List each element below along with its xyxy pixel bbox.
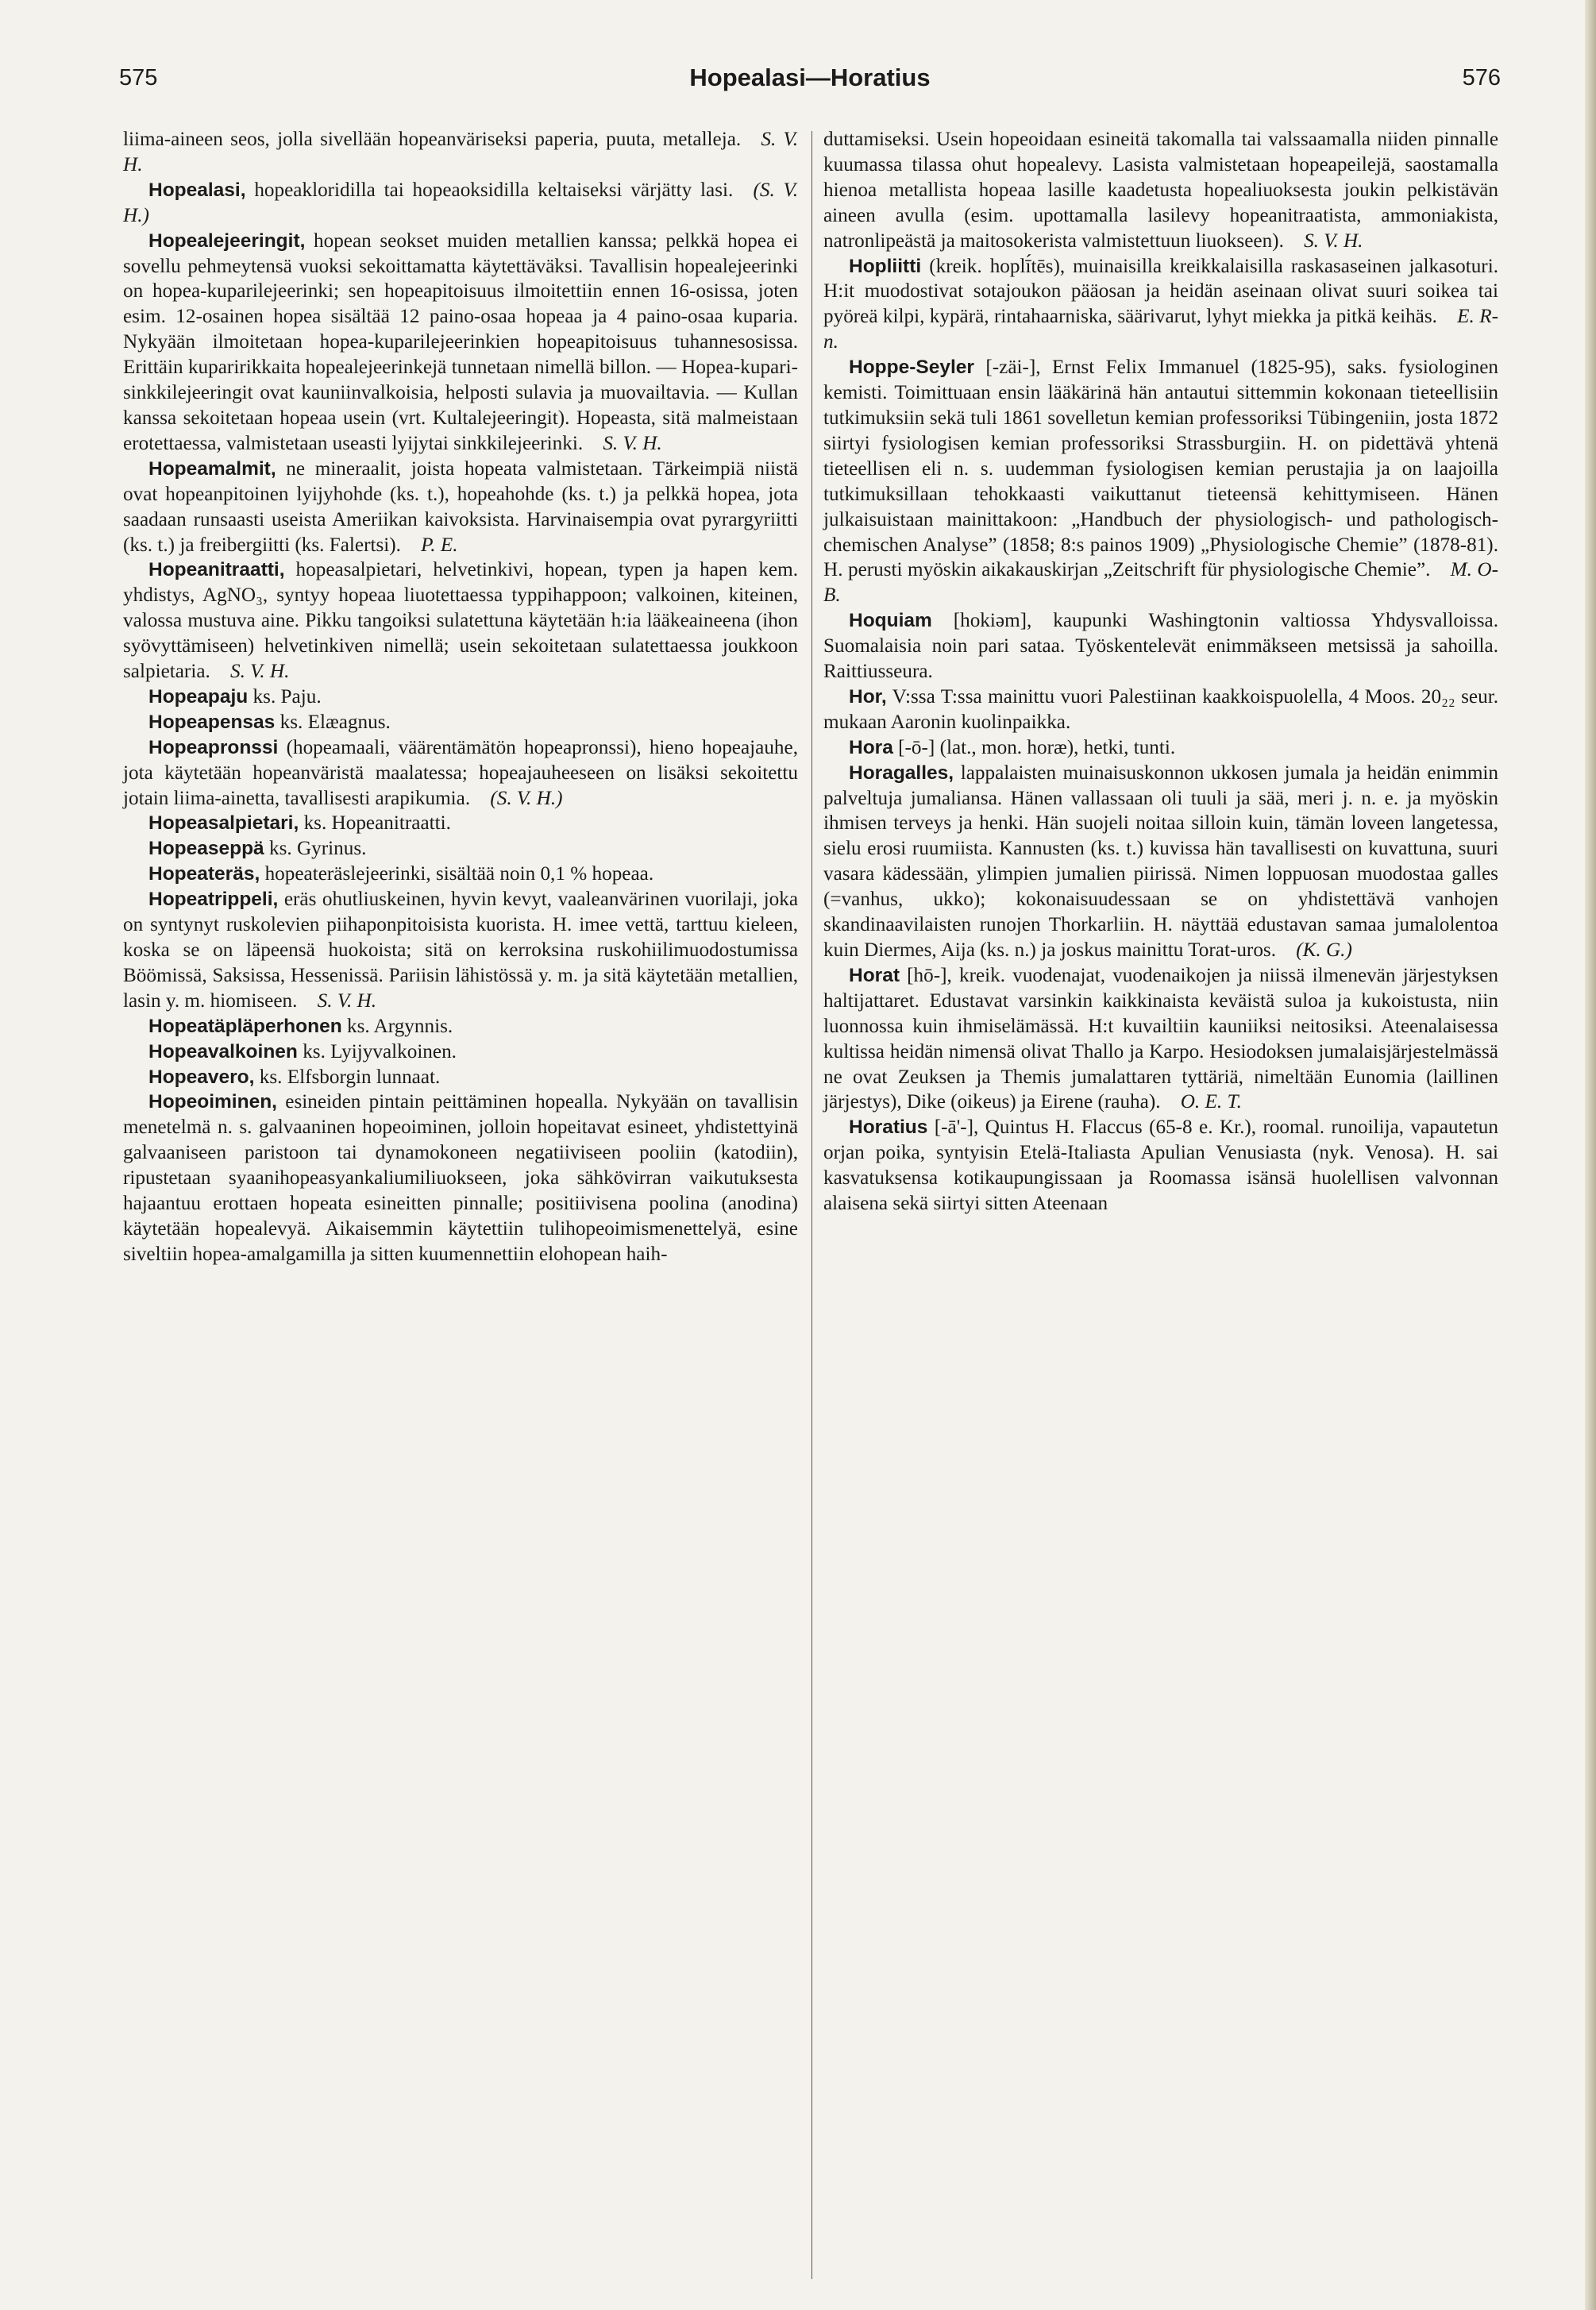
entry-headword: Hopeavalkoinen (148, 1040, 298, 1062)
entry-headword: Hoquiam (849, 610, 932, 632)
entry-paragraph (823, 735, 1498, 761)
author-signature: (K. G.) (1296, 939, 1352, 961)
entry-text: liima-aineen seos, jolla sivellään hopeanväriseksi paperia, puuta, metalleja. (123, 129, 742, 150)
entry-text: (hopeamaali, väärentämätön hopeapronssi), hieno hopeajauhe, jota käytetään hopeanväristä maalatessa; hopeajauheeseen on lisäksi sekoitettu jotain liima-ainetta, tavallisesti arapikumia. (123, 736, 798, 809)
running-title: Hopealasi—Horatius (689, 64, 931, 91)
entry-headword: Hor, (849, 685, 887, 708)
author-signature: O. E. T. (1180, 1091, 1242, 1113)
entry-paragraph (123, 685, 798, 710)
entry-headword: Horat (849, 964, 900, 986)
entry-paragraph (823, 761, 1498, 963)
entry-paragraph (123, 735, 798, 812)
author-signature: S. V. H. (603, 432, 662, 454)
entry-headword: Hopealejeeringit, (148, 229, 306, 252)
entry-paragraph (123, 811, 798, 836)
entry-text: hopeakloridilla tai hopeaoksidilla keltaiseksi värjätty lasi. (245, 179, 734, 201)
entry-text: [-zäi-], Ernst Felix Immanuel (1825-95), saks. fysiologinen kemisti. Toimittuaan ensin lääkärinä hän antautui sittemmin kokonaan tieteellisiin tutkimuksiin sekä tuli 1861 sovelletun kemian professoriksi Tübingeniin, josta 1872 siirtyi fysiologisen kemian professoriksi Strassburgiin. H. on pidettävä yhtenä tieteellisen eli n. s. uudemman fysiologisen kemian perustajia ja on laajoilla tutkimuksillaan tehokkaasti vaikuttanut tieteensä kehittymiseen. Hänen julkaisuistaan mainittakoon: „Handbuch der physiologisch- und pathologisch-chemischen Analyse” (1858; 8:s painos 1909) „Physiologische Chemie” (1878-81). H. perusti myöskin aikakauskirjan „Zeitschrift für physiologische Chemie”. (823, 357, 1498, 581)
entry-paragraph (123, 1065, 798, 1090)
author-signature: S. V. H. (229, 661, 290, 683)
entry-headword: Hopeamalmit, (148, 457, 276, 480)
entry-headword: Horatius (849, 1116, 928, 1139)
entry-headword: Horagalles, (849, 762, 954, 784)
entry-headword: Hopliitti (849, 255, 922, 277)
entry-text: (kreik. hoplī́tēs), muinaisilla kreikkalaisilla raskasaseinen jalkasoturi. H:it muodostivat sotajoukon pääosan ja heidän aseinaan olivat suuri soikea tai pyöreä kilpi, kypärä, rintahaarniska, säärivarut, lyhyt miekka ja pitkä keihäs. (823, 255, 1498, 328)
entry-headword: Hopeanitraatti, (148, 559, 285, 581)
entry-paragraph (823, 355, 1498, 608)
entry-paragraph (123, 457, 798, 558)
entry-headword: Hoppe-Seyler (849, 357, 974, 379)
entry-paragraph (823, 254, 1498, 356)
author-signature: E. R-n. (823, 306, 1498, 353)
column-divider (811, 131, 812, 2279)
entry-headword: Hopeapensas (148, 711, 276, 733)
entry-text: [-ō-] (lat., mon. horæ), hetki, tunti. (892, 736, 1176, 758)
entry-paragraph (123, 229, 798, 457)
entry-headword: Hopeatäpläperhonen (148, 1015, 342, 1037)
entry-text: hopeateräslejeerinki, sisältää noin 0,1 % hopeaa. (260, 863, 654, 885)
entry-text: ks. Elæagnus. (275, 711, 391, 733)
author-signature: S. V. H. (317, 989, 377, 1012)
right-column (823, 127, 1498, 1217)
entry-text: eräs ohutliuskeinen, hyvin kevyt, vaaleanvärinen vuorilaji, joka on syntynyt ruskolevien piihaponpitoisista kuorista. H. imee vettä, tarttuu kieleen, koska se on läpeensä huokoista; sitä on kerroksina ruskohiilimuodostumissa Böömissä, Saksissa, Hessenissä. Pariisin lähistössä y. m. ja sitä käytetään metallien, lasin y. m. hiomiseen. (123, 889, 798, 1012)
entry-text: ks. Paju. (248, 685, 322, 708)
entry-text: hopean seokset muiden metallien kanssa; pelkkä hopea ei sovellu pehmeytensä vuoksi sekoittamatta käytettäväksi. Tavallisin hopealejeerinki on hopea-kuparilejeerinki; sen hopeapitoisuus ilmoitettiin ennen 16-osissa, joten esim. 12-osainen hopea sisältää 12 paino-osaa hopeaa ja 4 paino-osaa kuparia. Nykyään ilmoitetaan hopea-kuparilejeerinkien hopeapitoisuus tuhannesosissa. Erittäin kuparirikkaita hopealejeerinkejä tunnetaan nimellä billon. — Hopea-kupari-sinkkilejeeringit ovat kauniinvalkoisia, helposti sulavia ja muovailtavia. — Kullan kanssa sekoitetaan hopeaa usein (vrt. Kultalejeeringit). Hopeasta, sitä malmeistaan erotettaessa, valmistetaan useasti lyijytai sinkkilejeerinki. (123, 229, 798, 454)
entry-headword: Hopeoiminen, (148, 1091, 277, 1113)
entry-headword: Hopealasi, (148, 179, 246, 201)
entry-text: [hokiəm], kaupunki Washingtonin valtiossa Yhdysvalloissa. Suomalaisia noin pari sataa. Työskentelevät enimmäkseen metsissä ja sahoilla. Raittiusseura. (823, 610, 1498, 683)
entry-text: ks. Lyijyvalkoinen. (297, 1040, 457, 1062)
entry-text: ks. Argynnis. (341, 1015, 453, 1037)
entry-paragraph (823, 963, 1498, 1115)
entry-headword: Hopeapaju (148, 685, 249, 708)
entry-text: lappalaisten muinaisuskonnon ukkosen jumala ja heidän enimmin palveltuja jumaliansa. Hänen vallassaan oli tuuli ja sää, meri j. n. e. ja myöskin ihmisen terveys ja henki. Hän suojeli noitaa silloin kuin, tämän loveen langetessa, sielu erosi ruumiista. Kannusten (ks. t.) kuvissa hän tavallisesti on kuvattuna, suuri vasara kädessään, ylimpien jumalien piirissä. Nimen loppuosan muodostaa galles (=vanhus, ukko); kokonaisuudessaan se on yhdistettävä vanhojen skandinaavilaisten runojen Thorkarliin. H. näyttää edustavan samaa jumalolentoa kuin Diermes, Aija (ks. n.) ja joskus mainittu Torat-uros. (823, 762, 1498, 961)
page-header (119, 65, 1501, 105)
entry-headword: Hopeavero, (148, 1066, 255, 1088)
entry-paragraph (123, 1039, 798, 1065)
entry-headword: Hopeasalpietari, (148, 812, 299, 835)
entry-paragraph (823, 685, 1498, 735)
author-signature: M. O-B. (823, 559, 1498, 607)
entry-paragraph (123, 127, 798, 178)
page-number-right: 576 (1462, 65, 1501, 91)
left-column (123, 127, 798, 1267)
entry-headword: Hopeapronssi (148, 736, 279, 758)
entry-headword: Hopeatrippeli, (148, 889, 279, 911)
entry-text: duttamiseksi. Usein hopeoidaan esineitä takomalla tai valssaamalla niiden pinnalle kuumassa tilassa ohut hopealevy. Lasista valmistetaan hopeapeilejä, saostamalla hienoa metallista hopeaa lasille kaadetusta hopealiuoksesta joukin pelkistävän aineen avulla (esim. upottamalla lasilevy hopeanitraatista, ammoniakista, natronlipeästä ja maitosokerista valmistettuun liuokseen). (823, 129, 1498, 252)
page-edge (1585, 0, 1596, 2310)
entry-paragraph (123, 836, 798, 862)
entry-text: hopeasalpietari, helvetinkivi, hopean, typen ja hapen kem. yhdistys, AgNO₃, syntyy hopeaa liuotettaessa typpihappoon; valkoinen, kiteinen, valossa mustuva aine. Pikku tangoiksi sulatettuna käytetään h:ia lääkeaineena (ihon syövyttämiseen) helvetinkiven nimellä; usein sekoitetaan sulatettaessa joukkoon salpietaria. (123, 559, 798, 683)
entry-headword: Hopeaseppä (148, 838, 264, 860)
entry-headword: Hora (849, 736, 893, 758)
author-signature: S. V. H. (123, 129, 798, 175)
entry-text: [hō-], kreik. vuodenajat, vuodenaikojen ja niissä ilmenevän järjestyksen haltijattaret. Edustavat varsinkin kaikkinaista keväistä suloa ja kukoistusta, niin luonnossa kuin ihmiselämässä. H:t kuvailtiin kauniiksi neitosiksi. Ateenalaisessa kultissa heidän nimensä olivat Thallo ja Karpo. Hesiodoksen jumalaisjärjestelmässä ne ovat Zeuksen ja Themis jumalattaren tyttäriä, nimeltään Eunomia (laillinen järjestys), Dike (oikeus) ja Eirene (rauha). (823, 964, 1498, 1113)
entry-headword: Hopeateräs, (148, 863, 260, 885)
entry-paragraph (123, 710, 798, 735)
author-signature: S. V. H. (1304, 229, 1363, 252)
author-signature: (S. V. H.) (123, 179, 798, 226)
entry-text: V:ssa T:ssa mainittu vuori Palestiinan kaakkoispuolella, 4 Moos. 20₂₂ seur. mukaan Aaronin kuolinpaikka. (823, 685, 1498, 733)
page-number-left: 575 (119, 65, 158, 91)
entry-paragraph (823, 127, 1498, 254)
entry-text: esineiden pintain peittäminen hopealla. Nykyään on tavallisin menetelmä n. s. galvaaninen hopeoiminen, jolloin hopeitavat esineet, yhdistettyinä galvaaniseen paristoon tai dynamokoneen negatiiviseen pooliin (katodiin), ripustetaan syaanihopeasyankaliumiliuokseen, joka sähkövirran vaikutuksesta hajaantuu erottaen hopeata esineitten pinnalle; positiivisena poolina (anodina) käytetään hopealevyä. Aikaisemmin käytettiin tulihopeoimismenettelyä, esine siveltiin hopea-amalgamilla ja sitten kuumennettiin elohopean haih- (123, 1091, 798, 1265)
entry-paragraph (123, 557, 798, 685)
entry-text: ks. Gyrinus. (264, 838, 367, 860)
author-signature: P. E. (421, 534, 458, 556)
entry-text: ks. Hopeanitraatti. (299, 812, 451, 835)
entry-paragraph (123, 862, 798, 887)
entry-paragraph (123, 178, 798, 229)
entry-paragraph (823, 608, 1498, 685)
entry-text: ne mineraalit, joista hopeata valmistetaan. Tärkeimpiä niistä ovat hopeanpitoinen lyijyhohde (ks. t.), hopeahohde (ks. t.) ja pelkkä hopea, jota saadaan runsaasti useista Ameriikan kaivoksista. Harvinaisempia ovat pyrargyriitti (ks. t.) ja freibergiitti (ks. Falertsi). (123, 457, 798, 556)
entry-paragraph (123, 887, 798, 1014)
author-signature: (S. V. H.) (490, 787, 563, 809)
entry-text: ks. Elfsborgin lunnaat. (254, 1066, 441, 1088)
entry-paragraph (823, 1115, 1498, 1217)
entry-text: [-ā'-], Quintus H. Flaccus (65-8 e. Kr.), roomal. runoilija, vapautetun orjan poika, syntyisin Etelä-Italiasta Apulian Venusiasta (nyk. Venosa). H. sai kasvatuksensa kotikaupungissaan ja Roomassa isänsä huolellisen valvonnan alaisena sekä siirtyi sitten Ateenaan (823, 1116, 1498, 1215)
entry-paragraph (123, 1014, 798, 1039)
entry-paragraph (123, 1089, 798, 1267)
